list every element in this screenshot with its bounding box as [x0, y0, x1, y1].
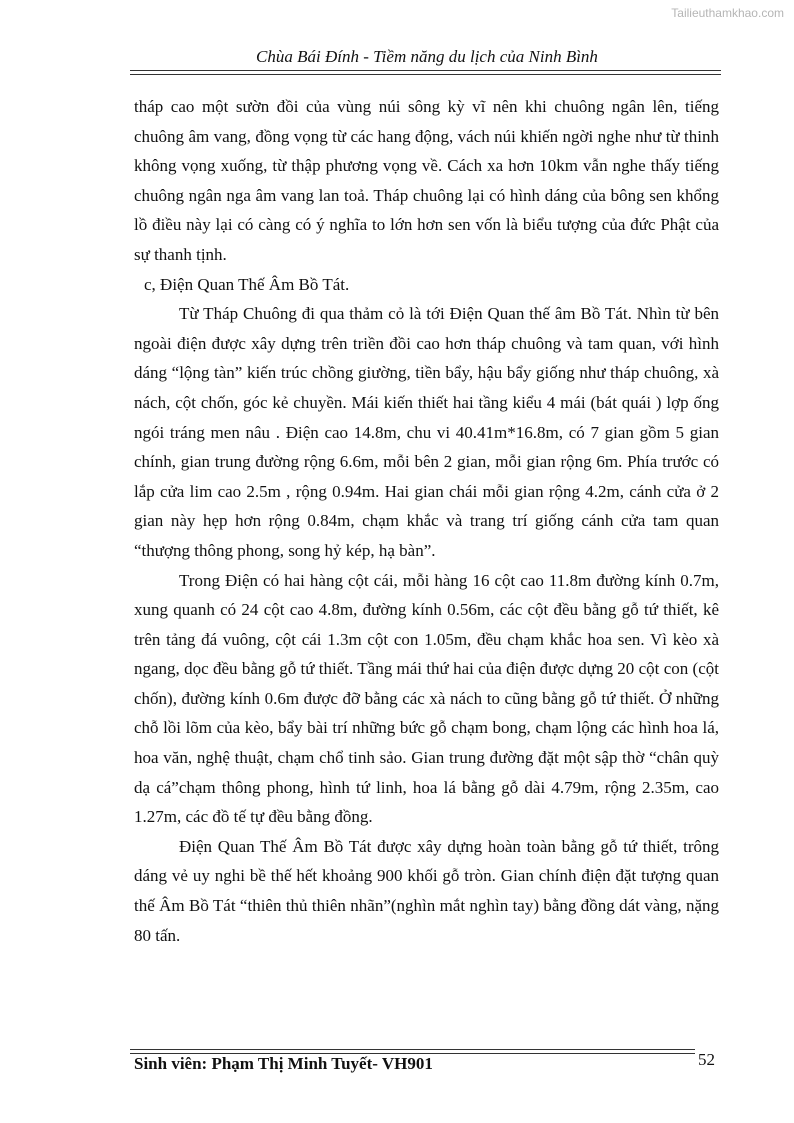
section-heading: c, Điện Quan Thế Âm Bồ Tát.: [144, 274, 350, 294]
paragraph: Điện Quan Thế Âm Bồ Tát được xây dựng hoàn toàn bằng gỗ tứ thiết, trông dáng vẻ uy nghi bề thế hết khoảng 900 khối gỗ tròn. Gian chính điện đặt tượng quan thế Âm Bồ Tát “thiên thủ thiên nhãn”(nghìn mắt nghìn tay) bằng đồng dát vàng, nặng 80 tấn.: [134, 836, 719, 945]
footer-student-name: Sinh viên: Phạm Thị Minh Tuyết- VH901: [134, 1054, 433, 1073]
running-header: Chùa Bái Đính - Tiềm năng du lịch của Ninh Bình: [256, 47, 598, 66]
paragraph: Từ Tháp Chuông đi qua thảm cỏ là tới Điện Quan thế âm Bồ Tát. Nhìn từ bên ngoài điện được xây dựng trên triền đồi cao hơn tháp chuông và tam quan, với hình dáng “lộng tàn” kiến trúc chồng giường, tiền bẩy, hậu bẩy giống như tháp chuông, xà nách, cột chốn, góc kẻ chuyền. Mái kiến thiết hai tầng kiểu 4 mái (bát quái ) lợp ống ngói tráng men nâu . Điện cao 14.8m, chu vi 40.41m*16.8m, có 7 gian gồm 5 gian chính, gian trung đường rộng 6.6m, mỗi bên 2 gian, mỗi gian rộng 6m. Phía trước có lắp cửa lim cao 2.5m , rộng 0.94m. Hai gian chái mỗi gian rộng 4.2m, cánh cửa ở 2 gian này hẹp hơn rộng 0.84m, chạm khắc và trang trí giống cánh cửa tam quan “thượng thông phong, song hỷ kép, hạ bàn”.: [134, 304, 719, 560]
header-rule: [130, 70, 721, 75]
paragraph: Trong Điện có hai hàng cột cái, mỗi hàng 16 cột cao 11.8m đường kính 0.7m, xung quanh có 24 cột cao 4.8m, đường kính 0.56m, các cột đều bằng gỗ tứ thiết, kê trên tảng đá vuông, cột cái 1.3m cột con 1.05m, đều chạm khắc hoa sen. Vì kèo xà ngang, dọc đều bằng gỗ tứ thiết. Tầng mái thứ hai của điện được dựng 20 cột con (cột chốn), đường kính 0.6m được đỡ bằng các xà nách to cũng bằng gỗ tứ thiết. Ở những chỗ lồi lõm của kèo, bẩy bài trí những bức gỗ chạm bong, chạm lộng các hình hoa lá, hoa văn, nghệ thuật, chạm chổ tinh sảo. Gian trung đường đặt một sập thờ “chân quỳ dạ cá”chạm thông phong, hình tứ linh, hoa lá bằng gỗ dài 4.79m, rộng 2.35m, cao 1.27m, các đồ tế tự đều bằng đồng.: [134, 570, 719, 827]
document-body: [134, 92, 719, 950]
watermark: Tailieuthamkhao.com: [671, 6, 784, 20]
page-number: 52: [698, 1050, 715, 1069]
paragraph-continuation: tháp cao một sườn đồi của vùng núi sông kỳ vĩ nên khi chuông ngân lên, tiếng chuông âm vang, đồng vọng từ các hang động, vách núi khiến ngời nghe như từ thinh không vọng xuống, từ thập phương vọng về. Cách xa hơn 10km vẫn nghe thấy tiếng chuông ngân nga âm vang lan toả. Tháp chuông lại có hình dáng của bông sen khổng lồ điều này lại có càng có ý nghĩa to lớn hơn sen vốn là biểu tượng của đức Phật của sự thanh tịnh.: [134, 97, 719, 264]
